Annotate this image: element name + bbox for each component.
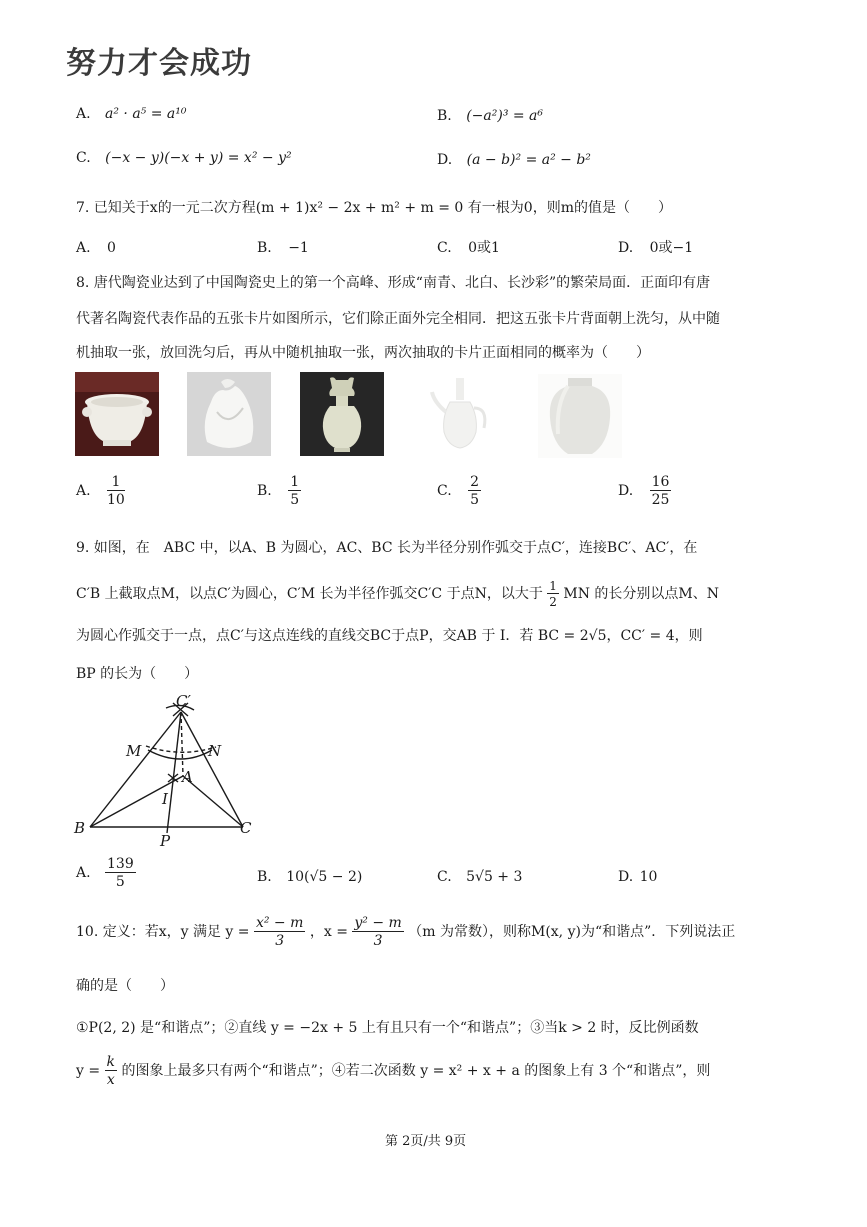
option-letter: C. [437,483,452,499]
dragon-vase-image [300,372,384,456]
porcelain-card-4 [418,372,502,456]
q9-geometry-figure [70,690,270,850]
fraction-numerator: 1 [107,475,125,491]
option-letter: A. [76,483,91,499]
porcelain-card-5 [538,374,622,458]
label-c: C [240,819,252,837]
white-jar-image [538,374,622,458]
option-fraction [107,475,125,507]
fraction-numerator: 1 [549,579,557,593]
option-fraction [288,475,301,507]
white-flask-image [187,372,271,456]
option-letter: C. [437,869,452,885]
option-expr: (−a²)³ = a⁶ [466,108,544,124]
fraction-denominator: 25 [651,492,670,508]
q8-option-a [76,475,125,507]
option-value: 0 [107,240,116,256]
q10-line-1 [76,916,735,948]
fraction-denominator: 5 [290,492,300,508]
q10-fraction-1 [254,916,305,948]
q10-line-4-part-b: 的图象上最多只有两个“和谐点”；④若二次函数 y = x² + x + a 的图象上有 3 个“和谐点”，则 [121,1063,711,1079]
option-letter: A. [76,240,91,256]
q10-fraction-2 [352,916,403,948]
fraction-denominator: 3 [275,933,285,949]
option-expr: 5√5 + 3 [466,869,523,885]
option-letter: B. [257,483,272,499]
label-i: I [162,790,168,808]
q9-option-c [437,867,522,887]
q10-line-1-part-c: （m 为常数），则称M(x, y)为“和谐点”．下列说法正 [408,924,736,940]
fraction-numerator: 2 [470,474,480,490]
fraction-numerator: x² − m [255,915,304,931]
q10-line-3: ①P(2, 2) 是“和谐点”；②直线 y = −2x + 5 上有且只有一个“和谐点”；③当k > 2 时，反比例函数 [76,1020,699,1036]
fraction-numerator: 139 [107,856,134,872]
option-value: 0或1 [468,240,500,256]
q9-line-2-part-a: C′B 上截取点M，以点C′为圆心，C′M 长为半径作弧交C′C 于点N，以大于 [76,586,543,602]
brand-title: 努力才会成功 [66,46,252,81]
q8-option-b [257,475,301,507]
label-a: A [182,768,193,786]
q9-line-3: 为圆心作弧交于一点，点C′与这点连线的直线交BC于点P，交AB 于 I．若 BC = 2√5，CC′ = 4，则 [76,628,703,644]
option-value: 0或−1 [649,240,694,256]
option-expr: 10(√5 − 2) [286,869,363,885]
q9-line-2 [76,580,719,608]
label-n: N [208,742,222,760]
porcelain-card-3 [300,372,384,456]
option-letter: D. [437,152,453,168]
option-expr: (−x − y)(−x + y) = x² − y² [105,150,292,166]
fraction-denominator: 10 [107,492,125,508]
q6-option-b [437,106,543,126]
option-letter: D. [618,483,634,499]
q9-line-4: BP 的长为（ ） [76,666,199,682]
porcelain-card-1 [75,372,159,456]
q7-option-b [257,238,309,258]
q9-half-fraction [547,580,559,608]
q10-line-2: 确的是（ ） [76,978,174,994]
fraction-denominator: 5 [470,492,480,508]
label-m: M [126,742,142,760]
fraction-numerator: y² − m [354,915,402,931]
segment-bcprime [90,712,181,827]
option-letter: D. [618,240,634,256]
q7-option-a [76,238,116,258]
q6-option-a [76,104,187,124]
q9-option-d [618,867,657,887]
option-fraction [468,475,481,507]
fraction-denominator: 5 [115,874,125,890]
option-letter: B. [257,869,272,885]
q7-stem: 7. 已知关于x的一元二次方程(m + 1)x² − 2x + m² + m = 0 有一根为0，则m的值是（ ） [76,200,672,216]
page-number: 第 2页/共 9页 [385,1134,467,1149]
option-letter: B. [437,108,452,124]
option-expr: a² · a⁵ = a¹⁰ [105,106,187,122]
option-letter: C. [76,150,91,166]
porcelain-card-2 [187,372,271,456]
fraction-denominator: x [106,1072,115,1088]
fraction-numerator: k [106,1054,116,1070]
option-letter: A. [76,865,91,881]
q10-line-4 [76,1055,710,1087]
q8-option-c [437,475,481,507]
fraction-denominator: 3 [373,933,383,949]
q6-option-d [437,150,591,170]
q10-line-1-part-b: ，x = [309,924,348,940]
q8-line-2: 代著名陶瓷代表作品的五张卡片如图所示，它们除正面外完全相同．把这五张卡片背面朝上洗匀，从中随 [76,311,720,327]
q9-line-2-part-b: MN 的长分别以点M、N [563,586,720,602]
q8-option-d [618,475,671,507]
option-fraction [650,475,672,507]
option-expr: 10 [639,869,658,885]
segment-cprime-a [181,712,183,776]
option-fraction [105,857,136,889]
option-letter: B. [257,240,272,256]
fraction-numerator: 16 [651,474,670,490]
q10-line-4-part-a: y = [76,1063,101,1079]
label-p: P [160,832,171,850]
label-b: B [74,819,86,837]
q10-fraction-3 [105,1055,117,1087]
q9-line-1: 9. 如图，在 ABC 中，以A、B 为圆心，AC、BC 长为半径分别作弧交于点C′，连接BC′、AC′，在 [76,540,698,556]
line-cprime-p [167,712,181,833]
q10-line-1-part-a: 10. 定义：若x，y 满足 y = [76,924,250,940]
q8-line-3: 机抽取一张，放回洗匀后，再从中随机抽取一张，两次抽取的卡片正面相同的概率为（ ） [76,345,650,361]
fraction-numerator: 1 [290,474,300,490]
q7-option-c [437,238,500,258]
q7-option-d [618,238,693,258]
option-letter: D. [618,869,634,885]
option-letter: C. [437,240,452,256]
q6-option-c [76,148,292,168]
q8-line-1: 8. 唐代陶瓷业达到了中国陶瓷史上的第一个高峰、形成“南青、北白、长沙彩”的繁荣局面．正面印有唐 [76,275,711,291]
arc-dashed [146,746,216,752]
option-value: −1 [288,240,309,256]
q9-option-a [76,857,136,889]
option-letter: A. [76,106,91,122]
label-cprime: C′ [176,692,191,710]
option-expr: (a − b)² = a² − b² [466,152,591,168]
fraction-denominator: 2 [549,595,557,609]
white-ewer-image [418,372,502,456]
q9-option-b [257,867,362,887]
white-bowl-image [75,372,159,456]
